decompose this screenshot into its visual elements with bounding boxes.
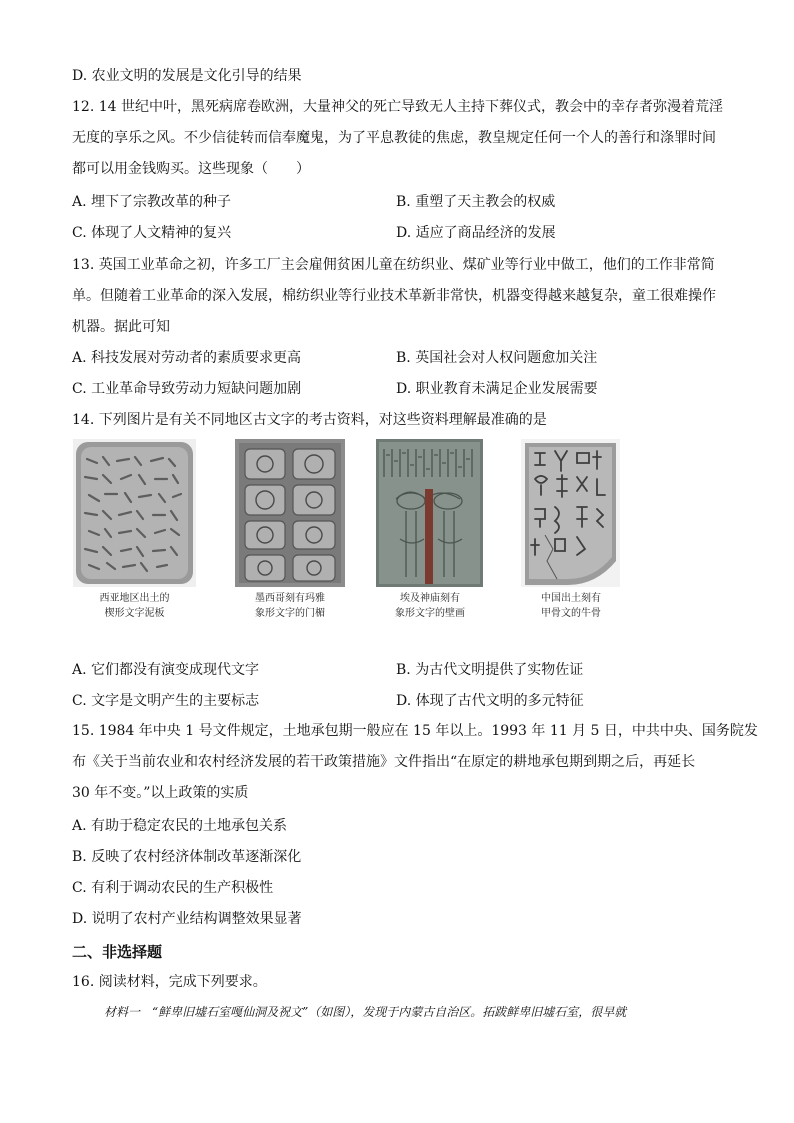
- section-title: 二、非选择题: [72, 943, 163, 961]
- q12-option-b: B. 重塑了天主教会的权威: [396, 194, 556, 210]
- egyptian-mural-caption: [372, 591, 488, 621]
- q13-stem-line: 13. 英国工业革命之初，许多工厂主会雇佣贫困儿童在纺织业、煤矿业等行业中做工，他们的工作非常简: [72, 257, 715, 273]
- caption-line: 楔形文字泥板: [104, 608, 165, 619]
- q11-option-d: D. 农业文明的发展是文化引导的结果: [72, 68, 302, 84]
- q14-stem: 14. 下列图片是有关不同地区古文字的考古资料，对这些资料理解最准确的是: [72, 412, 547, 428]
- q12-option-c: C. 体现了人文精神的复兴: [72, 225, 232, 241]
- maya-lintel-caption: [230, 591, 350, 621]
- caption-line: 埃及神庙刻有: [400, 593, 460, 604]
- q13-stem: [72, 250, 722, 343]
- caption-line: 中国出土刻有: [541, 593, 601, 604]
- q12-stem-line: 都可以用金钱购买。这些现象（ ）: [72, 161, 310, 177]
- q15-stem-line: 布《关于当前农业和农村经济发展的若干政策措施》文件指出“在原定的耕地承包期到期之后，再延长: [72, 754, 696, 770]
- caption-line: 墨西哥刻有玛雅: [255, 593, 325, 604]
- caption-line: 象形文字的门楣: [255, 608, 325, 619]
- oracle-bone-caption: [515, 591, 627, 621]
- caption-line: 西亚地区出土的: [99, 593, 170, 604]
- maya-lintel-image: [235, 439, 345, 587]
- caption-line: 象形文字的壁画: [395, 608, 465, 619]
- q12-option-d: D. 适应了商品经济的发展: [396, 225, 556, 241]
- q14-option-c: C. 文字是文明产生的主要标志: [72, 693, 260, 709]
- oracle-bone-image: [521, 439, 620, 587]
- q13-stem-line: 机器。据此可知: [72, 319, 170, 335]
- q15-option-d: D. 说明了农村产业结构调整效果显著: [72, 911, 302, 927]
- q14-option-b: B. 为古代文明提供了实物佐证: [396, 662, 584, 678]
- q15-option-c: C. 有利于调动农民的生产积极性: [72, 880, 274, 896]
- q15-stem-line: 30 年不变。”以上政策的实质: [72, 785, 249, 801]
- q14-option-d: D. 体现了古代文明的多元特征: [396, 693, 584, 709]
- q14-option-a: A. 它们都没有演变成现代文字: [72, 662, 260, 678]
- q15-stem-line: 15. 1984 年中央 1 号文件规定，土地承包期一般应在 15 年以上。1993 年 11 月 5 日，中共中央、国务院发: [72, 723, 758, 739]
- egyptian-mural-image: [376, 439, 483, 587]
- q16-material-one: 材料一 “鲜卑旧墟石室嘎仙洞及祝文”（如图），发现于内蒙古自治区。拓跋鲜卑旧墟石室，很早就: [104, 1005, 627, 1019]
- q15-option-b: B. 反映了农村经济体制改革逐渐深化: [72, 849, 302, 865]
- q16-stem: 16. 阅读材料，完成下列要求。: [72, 974, 267, 990]
- q12-option-a: A. 埋下了宗教改革的种子: [72, 194, 232, 210]
- q13-option-a: A. 科技发展对劳动者的素质要求更高: [72, 350, 302, 366]
- cuneiform-tablet-image: [73, 439, 196, 587]
- q13-option-c: C. 工业革命导致劳动力短缺问题加剧: [72, 381, 302, 397]
- q13-stem-line: 单。但随着工业革命的深入发展，棉纺织业等行业技术革新非常快，机器变得越来越复杂，童工很难操作: [72, 288, 716, 304]
- q12-stem: [72, 92, 722, 185]
- q13-option-b: B. 英国社会对人权问题愈加关注: [396, 350, 598, 366]
- q12-stem-line: 12. 14 世纪中叶，黑死病席卷欧洲，大量神父的死亡导致无人主持下葬仪式，教会中的幸存者弥漫着荒淫: [72, 99, 723, 115]
- caption-line: 甲骨文的牛骨: [541, 608, 601, 619]
- q12-stem-line: 无度的享乐之风。不少信徒转而信奉魔鬼，为了平息教徒的焦虑，教皇规定任何一个人的善行和涤罪时间: [72, 130, 716, 146]
- cuneiform-tablet-caption: [73, 591, 196, 621]
- q15-stem: [72, 716, 758, 809]
- q13-option-d: D. 职业教育未满足企业发展需要: [396, 381, 598, 397]
- q15-option-a: A. 有助于稳定农民的土地承包关系: [72, 818, 288, 834]
